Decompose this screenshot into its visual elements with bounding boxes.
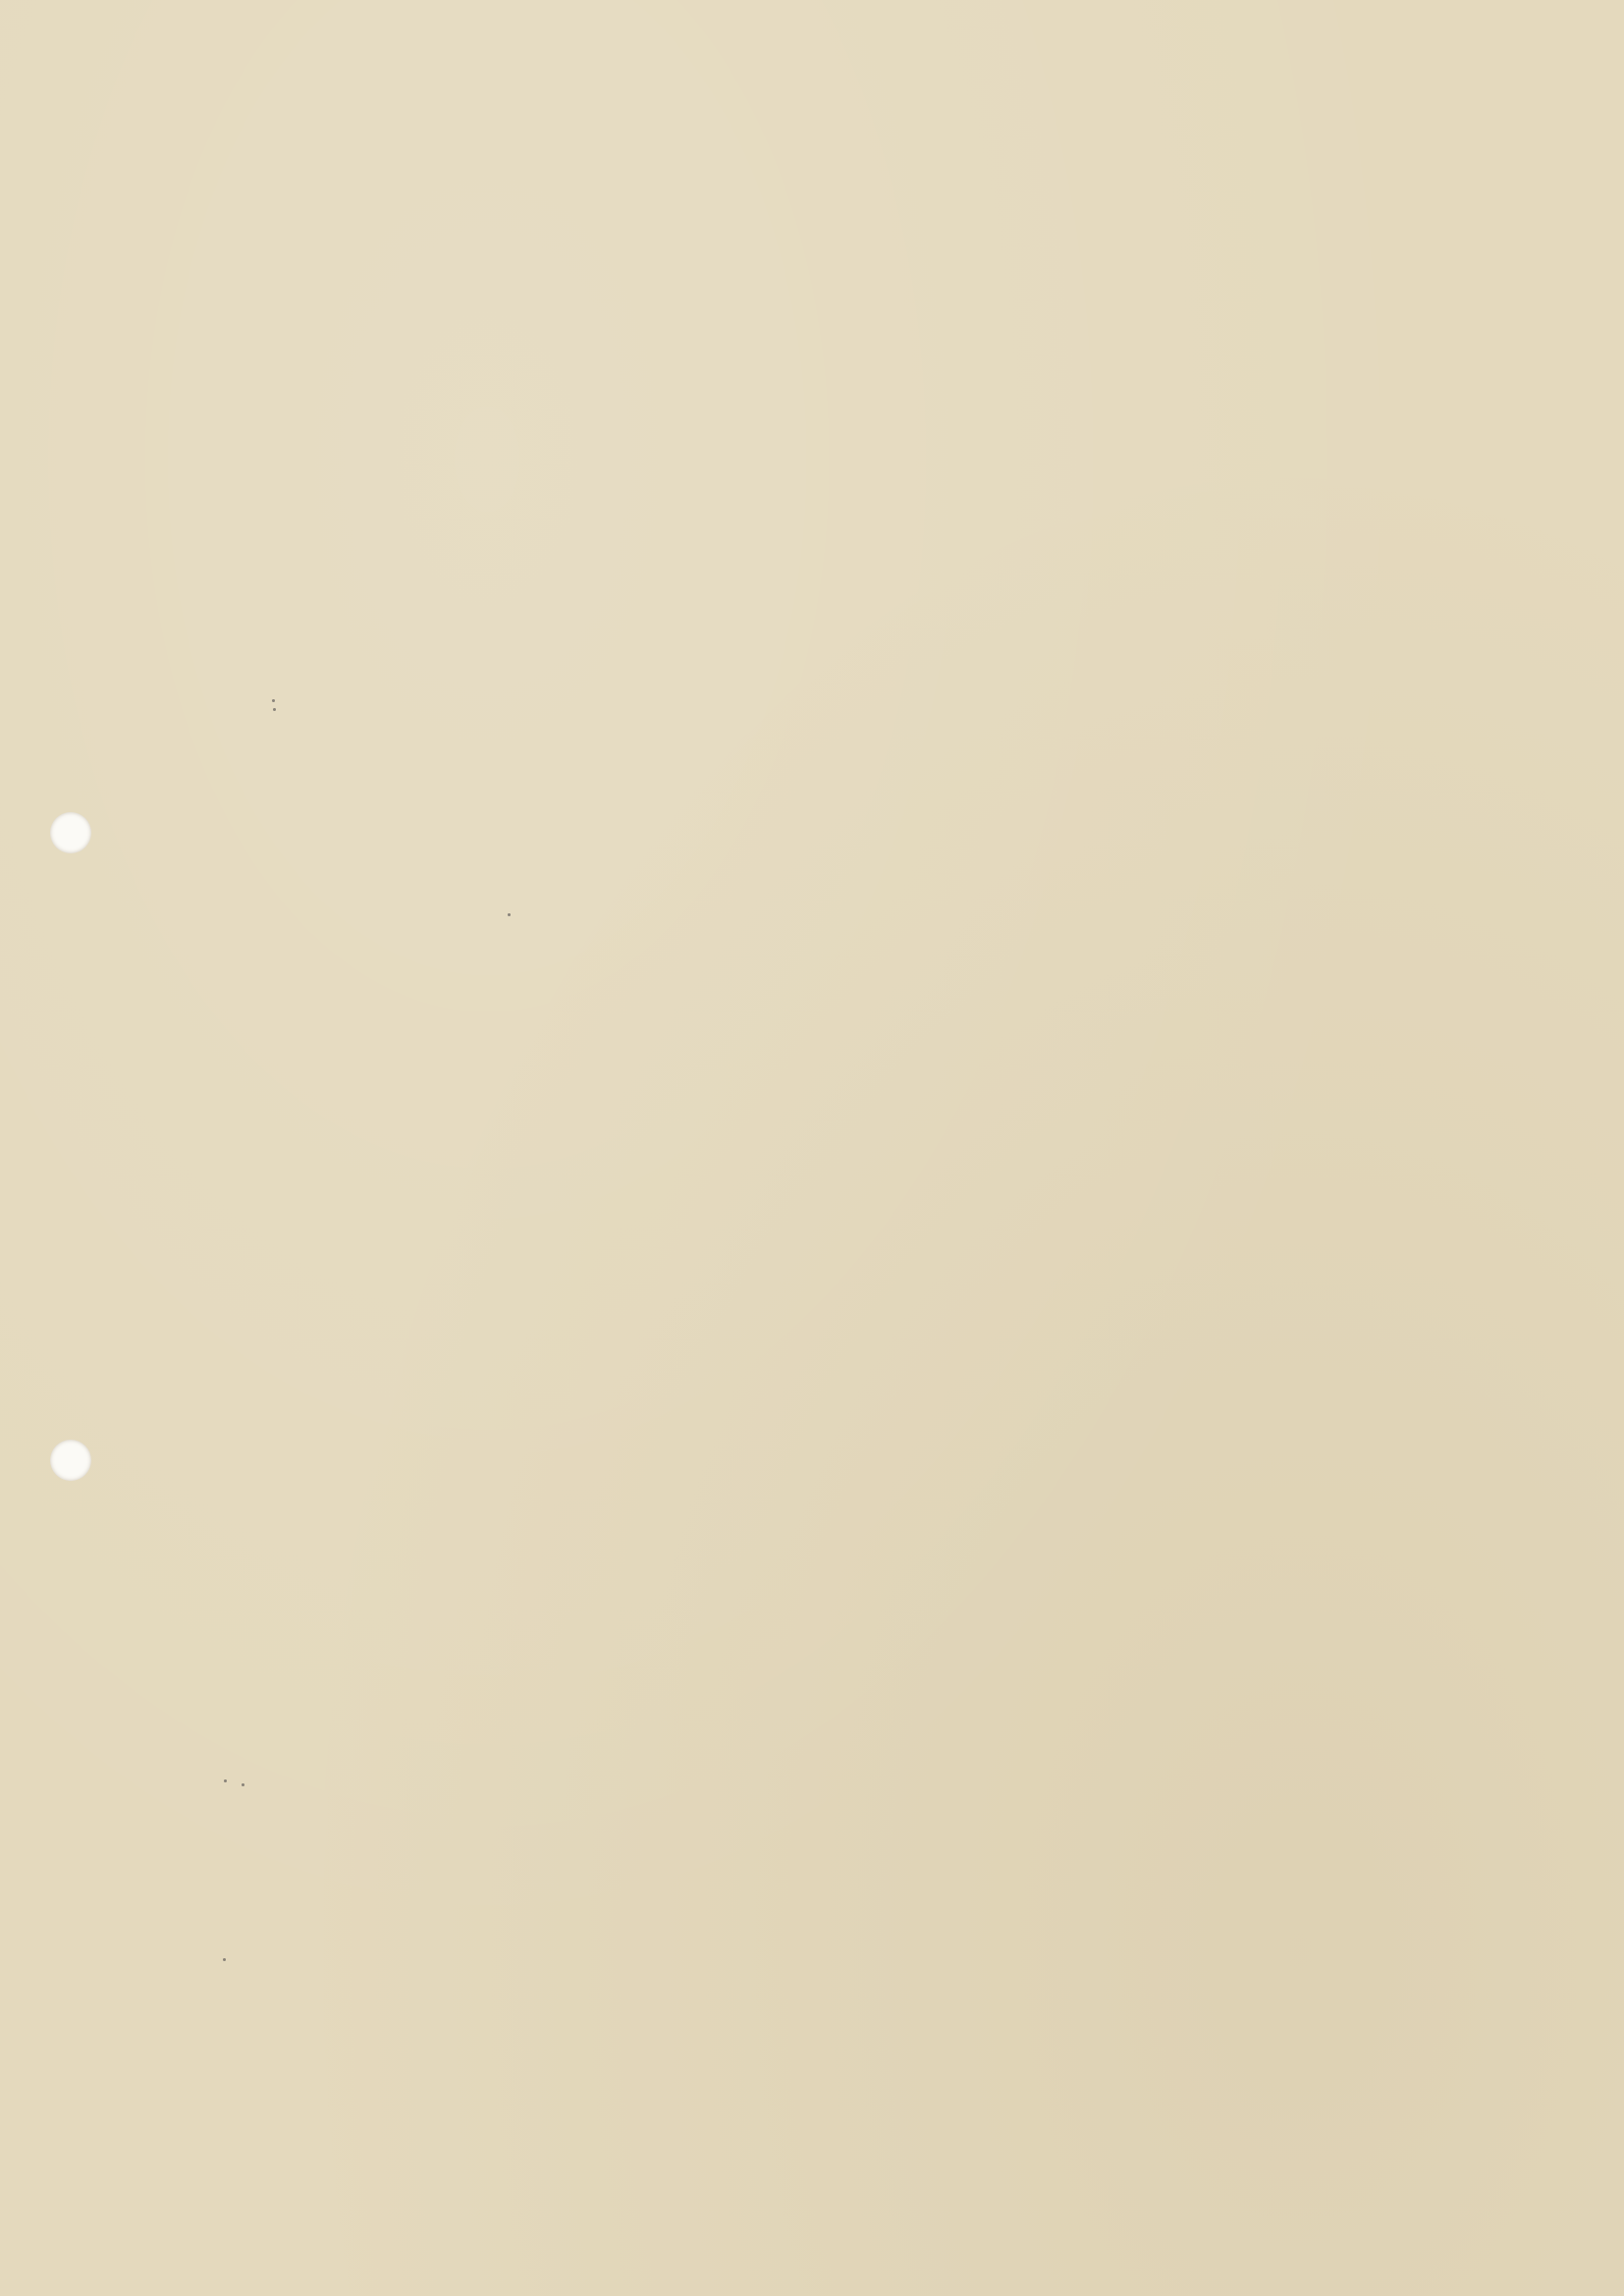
punch-hole-top: [50, 812, 91, 853]
paper-speck: [224, 1779, 227, 1782]
paper-speck: [242, 1783, 244, 1786]
paper-speck: [272, 699, 275, 702]
punch-hole-bottom: [50, 1440, 91, 1481]
paper-speck: [508, 913, 511, 916]
paper-speck: [273, 708, 276, 711]
paper-speck: [223, 1958, 226, 1961]
